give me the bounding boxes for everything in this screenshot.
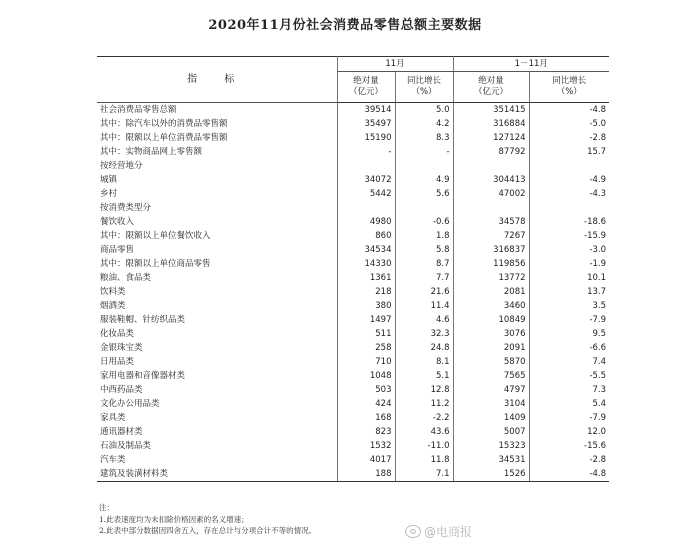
month-growth-value: 8.1 [395, 355, 453, 369]
ytd-growth-value: -5.0 [589, 118, 607, 129]
ytd-absolute-value: 4797 [453, 383, 529, 397]
ytd-growth-value: -6.6 [589, 342, 607, 353]
month-growth-value: 5.0 [395, 103, 453, 118]
ytd-growth-header: 同比增长 （%） [529, 72, 609, 103]
table-row [97, 159, 609, 173]
page-title: 2020年11月份社会消费品零售总额主要数据 [208, 18, 482, 33]
ytd-growth-value: 13.7 [587, 286, 607, 297]
table-row [97, 145, 609, 159]
row-label: 商品零售 [97, 243, 337, 257]
month-growth-value: - [395, 145, 453, 159]
ytd-absolute-value: 5007 [453, 425, 529, 439]
ytd-absolute-value: 34531 [453, 453, 529, 467]
ytd-absolute-value: 316837 [453, 243, 529, 257]
footnote-2: 2.此表中部分数据因四舍五入，存在总计与分项合计不等的情况。 [99, 526, 317, 535]
ytd-absolute-value: 5870 [453, 355, 529, 369]
month-absolute-value: 14330 [337, 257, 395, 271]
period-month-header: 11月 [337, 57, 453, 72]
table-body [97, 103, 609, 482]
month-absolute-value: 258 [337, 341, 395, 355]
ytd-absolute-value: 3104 [453, 397, 529, 411]
ytd-absolute-value: 3460 [453, 299, 529, 313]
month-absolute-value: 4980 [337, 215, 395, 229]
month-absolute-value: 15190 [337, 131, 395, 145]
table-row [97, 201, 609, 215]
row-label: 按经营地分 [97, 159, 337, 173]
row-label: 城镇 [97, 173, 337, 187]
table-row [97, 383, 609, 397]
table-row [97, 257, 609, 271]
ytd-absolute-value: 34578 [453, 215, 529, 229]
month-absolute-value: 35497 [337, 117, 395, 131]
footnotes [99, 502, 316, 537]
ytd-growth-value: -4.3 [589, 188, 607, 199]
ytd-growth-value: 7.4 [592, 356, 607, 367]
table-row [97, 439, 609, 453]
row-label: 饮料类 [97, 285, 337, 299]
row-label: 乡村 [97, 187, 337, 201]
ytd-absolute-value: 351415 [453, 103, 529, 118]
table-row [97, 117, 609, 131]
row-label: 文化办公用品类 [97, 397, 337, 411]
table-row [97, 341, 609, 355]
month-growth-value: 24.8 [395, 341, 453, 355]
month-absolute-value: 188 [337, 467, 395, 482]
row-label: 粮油、食品类 [97, 271, 337, 285]
row-label: 服装鞋帽、针纺织品类 [97, 313, 337, 327]
month-absolute-value: 1361 [337, 271, 395, 285]
month-absolute-value: 860 [337, 229, 395, 243]
month-absolute-value: 1048 [337, 369, 395, 383]
row-label: 按消费类型分 [97, 201, 337, 215]
ytd-growth-value: -1.9 [589, 258, 607, 269]
ytd-growth-value: 15.7 [587, 146, 607, 157]
row-label: 通讯器材类 [97, 425, 337, 439]
ytd-absolute-value: 7565 [453, 369, 529, 383]
month-absolute-value: 218 [337, 285, 395, 299]
table-row [97, 425, 609, 439]
table-row [97, 215, 609, 229]
table-row [97, 467, 609, 482]
month-absolute-value: 710 [337, 355, 395, 369]
month-growth-value: 11.4 [395, 299, 453, 313]
table-row [97, 103, 609, 118]
row-label: 烟酒类 [97, 299, 337, 313]
month-absolute-value: 39514 [337, 103, 395, 118]
month-absolute-value: 5442 [337, 187, 395, 201]
month-growth-value: 5.1 [395, 369, 453, 383]
month-absolute-value: 424 [337, 397, 395, 411]
table-row [97, 411, 609, 425]
ytd-absolute-value: 47002 [453, 187, 529, 201]
ytd-growth-value: 5.4 [592, 398, 607, 409]
month-absolute-header: 绝对量 （亿元） [337, 72, 395, 103]
month-absolute-value [337, 201, 395, 215]
month-growth-value: -0.6 [395, 215, 453, 229]
month-growth-value: 5.6 [395, 187, 453, 201]
month-absolute-value: 380 [337, 299, 395, 313]
ytd-growth-value: -7.9 [589, 314, 607, 325]
row-label: 其中：限额以上单位商品零售 [97, 257, 337, 271]
row-label: 家用电器和音像器材类 [97, 369, 337, 383]
ytd-absolute-value: 2091 [453, 341, 529, 355]
month-absolute-value: 503 [337, 383, 395, 397]
ytd-growth-value: -15.6 [584, 440, 607, 451]
table-row [97, 355, 609, 369]
ytd-absolute-header: 绝对量 （亿元） [453, 72, 529, 103]
ytd-absolute-value: 316884 [453, 117, 529, 131]
ytd-growth-value: -5.5 [589, 370, 607, 381]
footnote-1: 1.此表速度均为未扣除价格因素的名义增速； [99, 514, 249, 524]
watermark [405, 523, 472, 540]
table-row [97, 327, 609, 341]
table-row [97, 271, 609, 285]
ytd-absolute-value: 10849 [453, 313, 529, 327]
ytd-absolute-value: 7267 [453, 229, 529, 243]
month-absolute-value: 1532 [337, 439, 395, 453]
period-ytd-header: 1－11月 [453, 57, 609, 72]
ytd-growth-value: -4.9 [589, 174, 607, 185]
ytd-absolute-value: 15323 [453, 439, 529, 453]
ytd-growth-value: 9.5 [592, 328, 607, 339]
ytd-growth-value: -2.8 [589, 454, 607, 465]
row-label: 汽车类 [97, 453, 337, 467]
month-growth-value: 11.8 [395, 453, 453, 467]
ytd-growth-value: -7.9 [589, 412, 607, 423]
table-row [97, 285, 609, 299]
ytd-absolute-value: 87792 [453, 145, 529, 159]
month-growth-value: 11.2 [395, 397, 453, 411]
month-growth-value: 43.6 [395, 425, 453, 439]
ytd-growth-value: 12.0 [587, 426, 607, 437]
month-growth-value: 8.3 [395, 131, 453, 145]
ytd-growth-value: 10.1 [587, 272, 607, 283]
month-growth-value: 5.8 [395, 243, 453, 257]
month-absolute-value [337, 159, 395, 173]
month-growth-value: 4.9 [395, 173, 453, 187]
ytd-absolute-value: 304413 [453, 173, 529, 187]
month-absolute-value: 34072 [337, 173, 395, 187]
ytd-growth-value: -4.8 [529, 467, 609, 482]
month-growth-value [395, 159, 453, 173]
indicator-header: 指 标 [97, 57, 337, 103]
watermark-text: @电商报 [423, 525, 472, 539]
month-growth-value: 12.8 [395, 383, 453, 397]
table-row [97, 173, 609, 187]
month-absolute-value: 511 [337, 327, 395, 341]
month-growth-value: 8.7 [395, 257, 453, 271]
weibo-icon [405, 525, 421, 538]
row-label: 建筑及装潢材料类 [97, 467, 337, 482]
table-row [97, 299, 609, 313]
ytd-absolute-value: 3076 [453, 327, 529, 341]
row-label: 金银珠宝类 [97, 341, 337, 355]
ytd-absolute-value: 127124 [453, 131, 529, 145]
month-absolute-value: 823 [337, 425, 395, 439]
row-label: 其中：限额以上单位餐饮收入 [97, 229, 337, 243]
month-growth-value [395, 201, 453, 215]
row-label: 化妆品类 [97, 327, 337, 341]
month-absolute-value: 1497 [337, 313, 395, 327]
row-label: 餐饮收入 [97, 215, 337, 229]
ytd-growth-value: -2.8 [589, 132, 607, 143]
ytd-growth-value: -4.8 [589, 104, 607, 115]
row-label: 日用品类 [97, 355, 337, 369]
row-label: 其中：实物商品网上零售额 [97, 145, 337, 159]
row-label: 家具类 [97, 411, 337, 425]
month-growth-value: 4.6 [395, 313, 453, 327]
retail-sales-table [97, 56, 609, 482]
month-growth-value: 32.3 [395, 327, 453, 341]
row-label: 社会消费品零售总额 [97, 103, 337, 118]
month-growth-value: 7.7 [395, 271, 453, 285]
ytd-absolute-value [453, 201, 529, 215]
row-label: 中西药品类 [97, 383, 337, 397]
month-absolute-value: - [337, 145, 395, 159]
table-row [97, 243, 609, 257]
ytd-absolute-value: 2081 [453, 285, 529, 299]
ytd-growth-value: -18.6 [584, 216, 607, 227]
table-row [97, 131, 609, 145]
month-absolute-value: 4017 [337, 453, 395, 467]
month-growth-header: 同比增长 （%） [395, 72, 453, 103]
table-row [97, 369, 609, 383]
ytd-growth-value: -15.9 [584, 230, 607, 241]
ytd-growth-value [529, 159, 609, 173]
ytd-absolute-value: 1409 [453, 411, 529, 425]
table-row [97, 397, 609, 411]
month-growth-value: -2.2 [395, 411, 453, 425]
month-absolute-value: 34534 [337, 243, 395, 257]
month-growth-value: 21.6 [395, 285, 453, 299]
ytd-absolute-value: 1526 [453, 467, 529, 482]
row-label: 其中：除汽车以外的消费品零售额 [97, 117, 337, 131]
row-label: 石油及制品类 [97, 439, 337, 453]
ytd-growth-value: 7.3 [592, 384, 607, 395]
table-row [97, 229, 609, 243]
row-label: 其中：限额以上单位消费品零售额 [97, 131, 337, 145]
table-row [97, 187, 609, 201]
month-growth-value: 7.1 [395, 467, 453, 482]
month-growth-value: 4.2 [395, 117, 453, 131]
ytd-absolute-value [453, 159, 529, 173]
ytd-growth-value: 3.5 [592, 300, 607, 311]
ytd-growth-value [529, 201, 609, 215]
table-row [97, 453, 609, 467]
table-row [97, 313, 609, 327]
ytd-absolute-value: 13772 [453, 271, 529, 285]
ytd-growth-value: -3.0 [589, 244, 607, 255]
month-growth-value: 1.8 [395, 229, 453, 243]
month-absolute-value: 168 [337, 411, 395, 425]
footnote-heading: 注： [99, 503, 114, 512]
ytd-absolute-value: 119856 [453, 257, 529, 271]
month-growth-value: -11.0 [395, 439, 453, 453]
